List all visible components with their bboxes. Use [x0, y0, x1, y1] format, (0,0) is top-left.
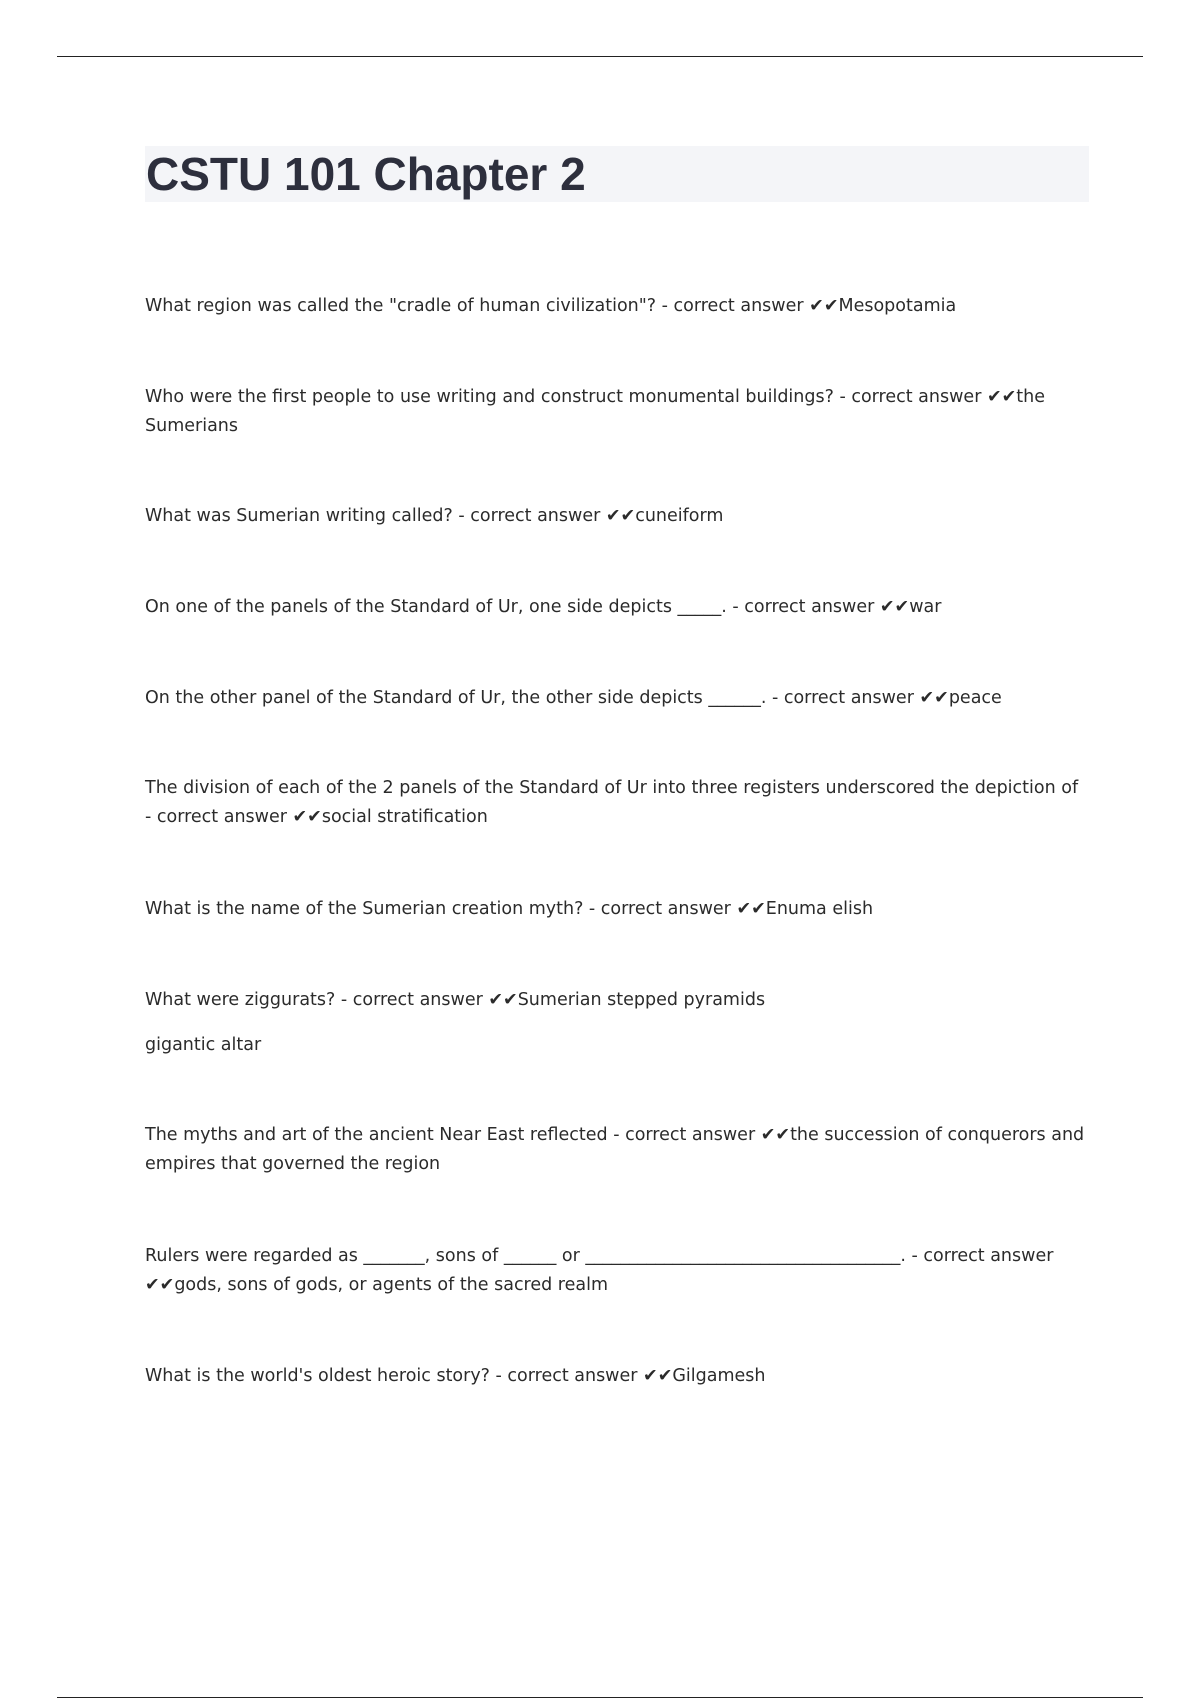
double-check-icon: ✔✔ [605, 506, 636, 526]
question-text: On the other panel of the Standard of Ur, the other side depicts ______. - correct answer [145, 688, 914, 708]
page-title: CSTU 101 Chapter 2 [146, 148, 586, 200]
double-check-icon: ✔✔ [760, 1125, 791, 1145]
qa-item-5 [145, 684, 1085, 713]
qa-item-1 [145, 292, 1085, 321]
qa-item-4 [145, 593, 1085, 622]
double-check-icon: ✔✔ [145, 1275, 175, 1295]
qa-item-2 [145, 383, 1085, 441]
double-check-icon: ✔✔ [736, 899, 766, 919]
qa-item-7 [145, 895, 1085, 924]
qa-item-3 [145, 502, 1085, 531]
answer-text: cuneiform [635, 506, 724, 526]
top-rule [57, 56, 1143, 57]
question-text: What is the world's oldest heroic story? - correct answer [145, 1366, 638, 1386]
qa-item-10 [145, 1242, 1085, 1300]
question-text: Rulers were regarded as _______, sons of ______ or ____________________________________. - correct answer [145, 1246, 1054, 1266]
double-check-icon: ✔✔ [986, 387, 1017, 407]
question-text: On one of the panels of the Standard of Ur, one side depicts _____. - correct answer [145, 597, 875, 617]
question-text: What region was called the "cradle of human civilization"? - correct answer [145, 296, 804, 316]
question-text: The myths and art of the ancient Near East reflected - correct answer [145, 1125, 756, 1145]
qa-item-8 [145, 986, 1085, 1015]
answer-note: gigantic altar [145, 1035, 262, 1055]
qa-item-9 [145, 1121, 1085, 1179]
answer-text: war [909, 597, 942, 617]
answer-text: Sumerian stepped pyramids [517, 990, 766, 1010]
question-text: What were ziggurats? - correct answer [145, 990, 483, 1010]
bottom-rule [57, 1697, 1143, 1698]
answer-text: gods, sons of gods, or agents of the sacred realm [174, 1275, 609, 1295]
question-text: What was Sumerian writing called? - correct answer [145, 506, 601, 526]
answer-text: peace [948, 688, 1002, 708]
double-check-icon: ✔✔ [488, 990, 518, 1010]
answer-text: Mesopotamia [838, 296, 957, 316]
question-text: What is the name of the Sumerian creation myth? - correct answer [145, 899, 731, 919]
double-check-icon: ✔✔ [643, 1366, 673, 1386]
qa-item-11 [145, 1362, 1085, 1391]
qa-item-6 [145, 774, 1085, 832]
question-text: The division of each of the 2 panels of the Standard of Ur into three registers underscored the depiction of - correct answer [145, 778, 1079, 827]
double-check-icon: ✔✔ [919, 688, 949, 708]
answer-text: the succession of conquerors and empires that governed the region [145, 1125, 1085, 1174]
double-check-icon: ✔✔ [292, 807, 322, 827]
double-check-icon: ✔✔ [809, 296, 839, 316]
double-check-icon: ✔✔ [879, 597, 910, 617]
answer-text: Gilgamesh [672, 1366, 766, 1386]
answer-text: the Sumerians [145, 387, 1046, 436]
answer-text: Enuma elish [765, 899, 874, 919]
answer-text: social stratification [321, 807, 488, 827]
question-text: Who were the first people to use writing and construct monumental buildings? - correct answer [145, 387, 982, 407]
